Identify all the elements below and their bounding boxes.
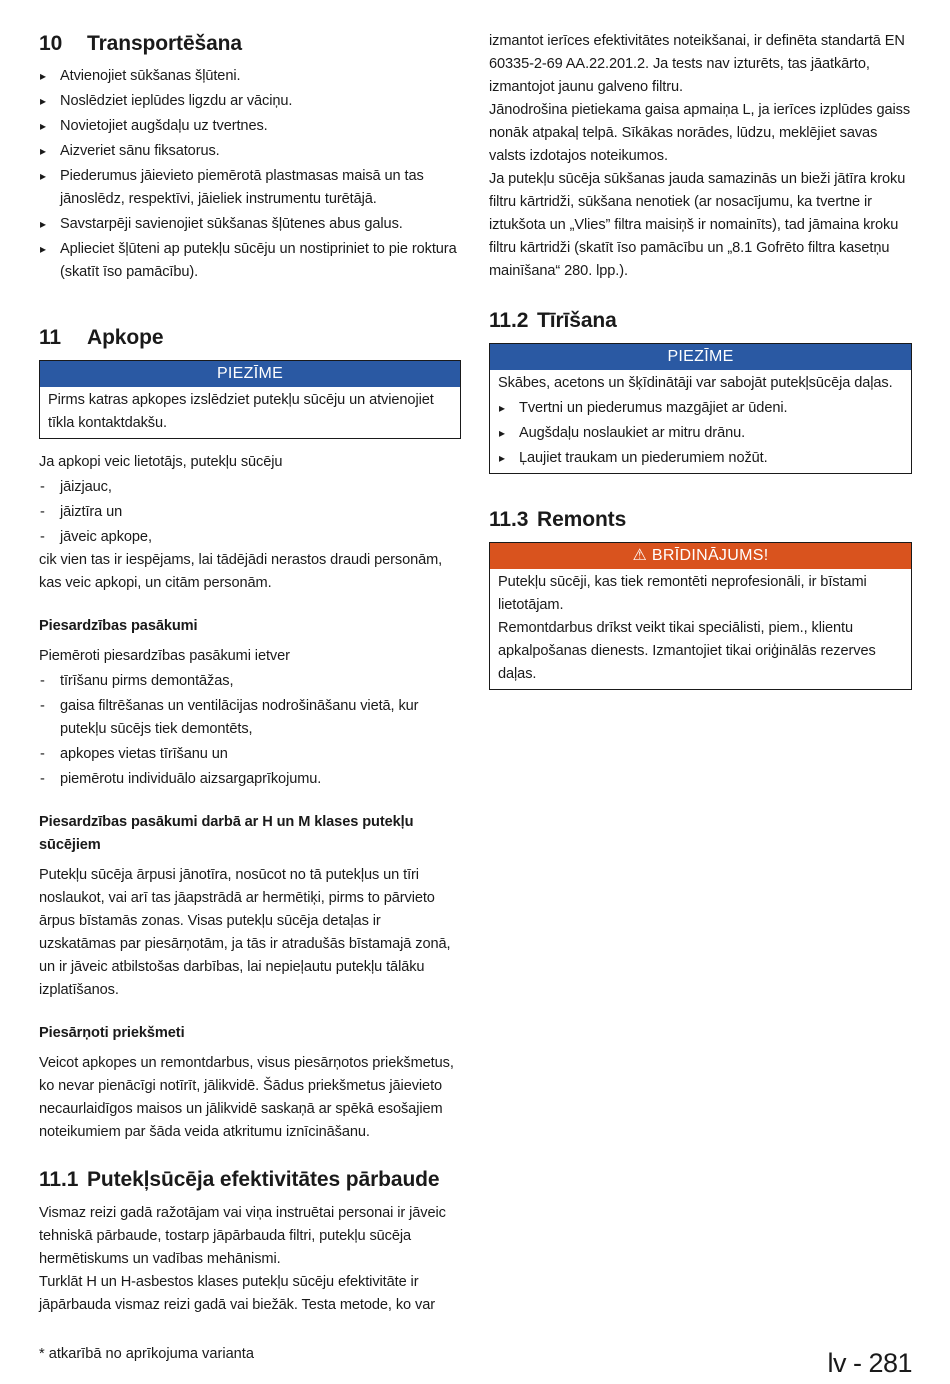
warning-body: [490, 569, 911, 689]
list-item: ▸ Savstarpēji savienojiet sūkšanas šļūtenes abus galus.: [39, 213, 461, 236]
right-column: [489, 30, 912, 690]
note-body: [490, 370, 911, 473]
section-number: 11: [39, 326, 61, 349]
footnote: * atkarībā no aprīkojuma varianta: [39, 1346, 254, 1362]
list-item: - piemērotu individuālo aizsargaprīkojumu.: [39, 768, 461, 791]
list-item: ▸ Novietojiet augšdaļu uz tvertnes.: [39, 115, 461, 138]
warning-text-1: Putekļu sūcēji, kas tiek remontēti neprofesionāli, ir bīstami lietotājam.: [498, 574, 867, 613]
efficiency-continued-2: Jānodrošina pietiekama gaisa apmaiņa L, ja ierīces izplūdes gaiss nonāk atpakaļ telpā. Sīkākas norādes, lūdzu, meklējiet savas valsts izdotajos noteikumos.: [489, 102, 911, 164]
section-title: Transportēšana: [87, 32, 242, 55]
efficiency-continued-1: izmantot ierīces efektivitātes noteikšanai, ir definēta standartā EN 60335-2-69 AA.22.201.2. Ja tests nav izturēts, tas jāatkārto, izmantojot jaunu galveno filtru.: [489, 33, 905, 95]
section-title: Remonts: [537, 508, 627, 531]
section-title: Apkope: [87, 326, 164, 349]
list-item: ▸ Augšdaļu noslaukiet ar mitru drānu.: [498, 422, 903, 445]
list-item: - jāizjauc,: [39, 476, 461, 499]
section-title: Putekļsūcēja efektivitātes pārbaude: [87, 1168, 440, 1191]
maintenance-note-box: [39, 360, 461, 439]
list-item: ▸ Noslēdziet ieplūdes ligzdu ar vāciņu.: [39, 90, 461, 113]
maintenance-dash-list: [39, 476, 461, 549]
efficiency-text-2: Turklāt H un H-asbestos klases putekļu sūcēju efektivitāte ir jāpārbauda vismaz reizi gadā vai biežāk. Testa metode, ko var: [39, 1274, 435, 1313]
polluted-items-text: Veicot apkopes un remontdarbus, visus piesārņotos priekšmetus, ko nevar pienācīgi notīrīt, jālikvidē. Šādus priekšmetus jāievieto necaurlaidīgos maisos un jālikvidē saskaņā ar spēkā esošajiem noteikumiem par šāda veida atkritumu iznīcināšanu.: [39, 1055, 454, 1140]
section-title: Tīrīšana: [537, 309, 617, 332]
list-item: ▸ Atvienojiet sūkšanas šļūteni.: [39, 65, 461, 88]
section-number: 11.2: [489, 309, 529, 332]
efficiency-text-1: Vismaz reizi gadā ražotājam vai viņa instruētai personai ir jāveic tehniskā pārbaude, tostarp jāpārbauda filtri, putekļu sūcēja hermētiskums un vadības mehānismi.: [39, 1205, 446, 1267]
note-header: PIEZĪME: [40, 361, 460, 387]
list-item: - gaisa filtrēšanas un ventilācijas nodrošināšanu vietā, kur putekļu sūcējs tiek demontēts,: [39, 695, 461, 741]
note-header: PIEZĪME: [490, 344, 911, 370]
warning-text-2: Remontdarbus drīkst veikt tikai speciālisti, piem., klientu apkalpošanas dienests. Izmantojiet tikai oriģinālās rezerves daļas.: [498, 620, 876, 682]
precautions-dash-list: [39, 670, 461, 791]
maintenance-after: cik vien tas ir iespējams, lai tādējādi nerastos draudi personām, kas veic apkopi, un citām personām.: [39, 552, 443, 591]
cleaning-steps-list: [498, 397, 903, 470]
precautions-intro: Piemēroti piesardzības pasākumi ietver: [39, 648, 290, 664]
precautions-heading: Piesardzības pasākumi: [39, 618, 198, 634]
page-number: lv - 281: [827, 1348, 912, 1378]
note-text: Skābes, acetons un šķīdinātāji var sabojāt putekļsūcēja daļas.: [498, 375, 893, 391]
list-item: - jāveic apkope,: [39, 526, 461, 549]
list-item: ▸ Piederumus jāievieto piemērotā plastmasas maisā un tas jānoslēdz, respektīvi, jāieliek instrumentu turētājā.: [39, 165, 461, 211]
list-item: - jāiztīra un: [39, 501, 461, 524]
list-item: ▸ Aizveriet sānu fiksatorus.: [39, 140, 461, 163]
warning-header: ⚠ BRĪDINĀJUMS!: [490, 543, 911, 569]
hm-class-text: Putekļu sūcēja ārpusi jānotīra, nosūcot no tā putekļus un tīri noslaukot, vai arī tas jāapstrādā ar hermētiķi, pirms to pārvieto ārpus bīstamās zonas. Visas putekļu sūcēja detaļas ir uzskatāmas par piesārņotām, ja tās ir atradušās bīstamajā zonā, un ir jāveic atbilstošas darbības, lai nepieļautu putekļu tālāku izplatīšanos.: [39, 867, 451, 998]
section-11-2-heading: [489, 307, 912, 335]
cleaning-note-box: [489, 343, 912, 474]
efficiency-continued-3: Ja putekļu sūcēja sūkšanas jauda samazinās un bieži jātīra kroku filtru kārtridži, sūkšana nenotiek (ar nosacījumu, ka tvertne ir iztukšota un „Vlies” filtra maisiņš ir nomainīts), tad jāmaina kroku filtru kārtridži (skatīt īso pamācību un „8.1 Gofrēto filtra kasetņu mainīšana“ 280. lpp.).: [489, 171, 906, 279]
note-text: Pirms katras apkopes izslēdziet putekļu sūcēju un atvienojiet tīkla kontaktdakšu.: [48, 392, 434, 431]
list-item: ▸ Aplieciet šļūteni ap putekļu sūcēju un nostipriniet to pie roktura (skatīt īso pamācību).: [39, 238, 461, 284]
section-number: 11.3: [489, 508, 529, 531]
section-11-3-heading: [489, 506, 912, 534]
polluted-items-heading: Piesārņoti priekšmeti: [39, 1025, 185, 1041]
section-number: 10: [39, 32, 63, 55]
left-column: [39, 30, 461, 1317]
list-item: - apkopes vietas tīrīšanu un: [39, 743, 461, 766]
section-10-heading: [39, 30, 461, 58]
section-number: 11.1: [39, 1168, 79, 1191]
repair-warning-box: [489, 542, 912, 690]
section-11-heading: [39, 324, 461, 352]
hm-class-heading: Piesardzības pasākumi darbā ar H un M klases putekļu sūcējiem: [39, 814, 414, 853]
list-item: ▸ Tvertni un piederumus mazgājiet ar ūdeni.: [498, 397, 903, 420]
maintenance-intro: Ja apkopi veic lietotājs, putekļu sūcēju: [39, 454, 283, 470]
transport-steps-list: [39, 65, 461, 284]
list-item: ▸ Ļaujiet traukam un piederumiem nožūt.: [498, 447, 903, 470]
list-item: - tīrīšanu pirms demontāžas,: [39, 670, 461, 693]
section-11-1-heading: [39, 1166, 461, 1194]
